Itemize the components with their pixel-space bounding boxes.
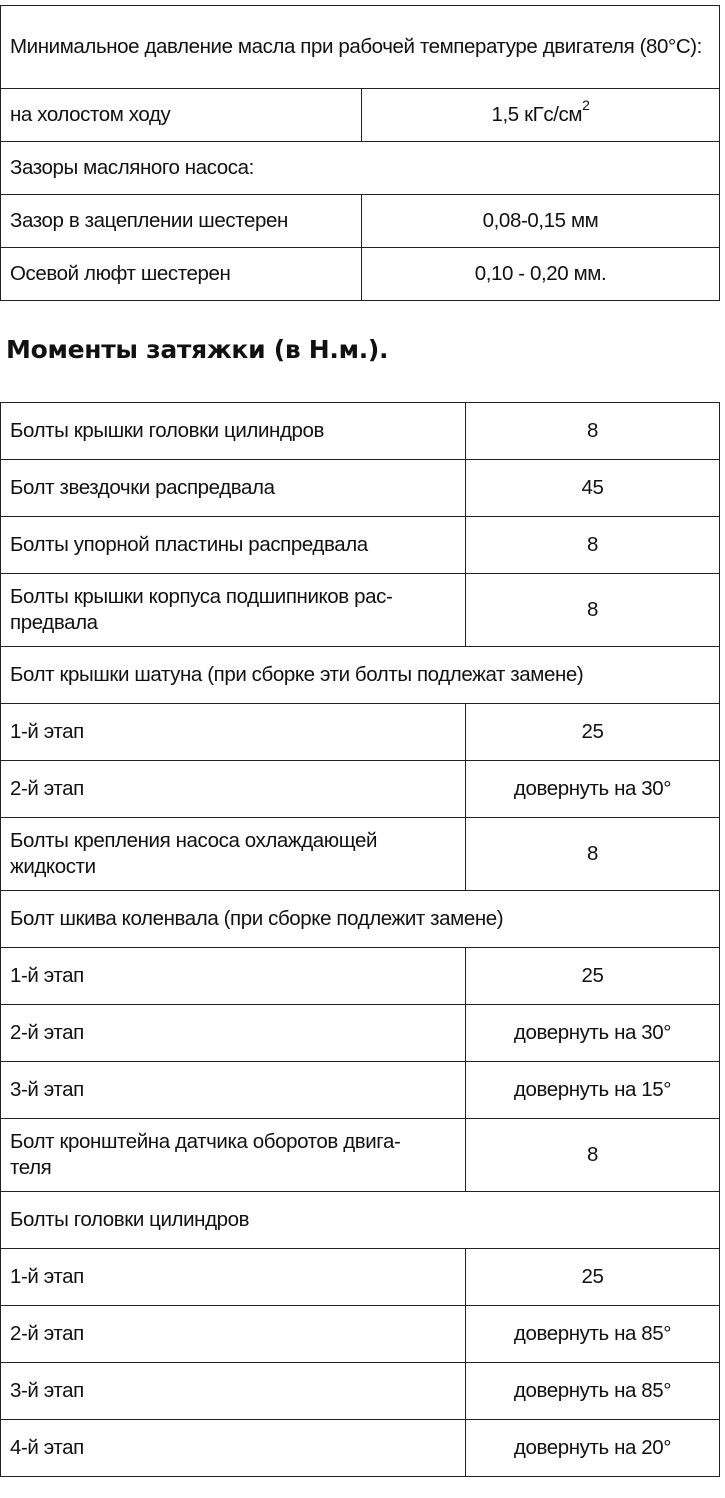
table-row (1, 647, 720, 704)
row-label: 1-й этап (1, 1249, 466, 1306)
row-value: довернуть на 20° (466, 1420, 720, 1477)
table-row (1, 517, 720, 574)
row-value: 0,10 - 0,20 мм. (362, 248, 720, 301)
idle-value: 1,5 кГс/см (491, 102, 583, 126)
row-value: 8 (466, 818, 720, 891)
row-label: Зазор в зацеплении шестерен (1, 195, 362, 248)
section-row-label: Болт крышки шатуна (при сборке эти болты подлежат замене) (1, 647, 720, 704)
row-label: 2-й этап (1, 1005, 466, 1062)
torque-table (0, 402, 720, 1477)
row-label: Осевой люфт шестерен (1, 248, 362, 301)
table-row (1, 704, 720, 761)
table-row (1, 1005, 720, 1062)
row-label: 3-й этап (1, 1363, 466, 1420)
section-row-label: Болты головки цилиндров (1, 1192, 720, 1249)
row-value: 8 (466, 574, 720, 647)
table-row (1, 142, 720, 195)
row-label: Болты упорной пластины распредвала (1, 517, 466, 574)
table-row (1, 1306, 720, 1363)
idle-value-exponent: 2 (582, 97, 590, 114)
section-row-label: Болт шкива коленвала (при сборке подлежит замене) (1, 891, 720, 948)
row-value: довернуть на 30° (466, 761, 720, 818)
row-value: 0,08-0,15 мм (362, 195, 720, 248)
table-row (1, 761, 720, 818)
row-label: 1-й этап (1, 948, 466, 1005)
table-row (1, 195, 720, 248)
row-label: 2-й этап (1, 1306, 466, 1363)
table-row (1, 574, 720, 647)
table-row (1, 1420, 720, 1477)
table-row (1, 460, 720, 517)
table-row (1, 403, 720, 460)
table-row (1, 6, 720, 89)
row-value: 8 (466, 403, 720, 460)
row-value: 25 (466, 948, 720, 1005)
min-oil-pressure-title: Минимальное давление масла при рабочей температуре двигателя (80°С): (1, 6, 720, 89)
idle-value-cell (362, 89, 720, 142)
table-row (1, 1119, 720, 1192)
row-label: 2-й этап (1, 761, 466, 818)
row-label: Болты крепления насоса охлаждающей жидкости (1, 818, 466, 891)
row-value: 8 (466, 517, 720, 574)
table-row (1, 891, 720, 948)
row-label: 4-й этап (1, 1420, 466, 1477)
row-value: 45 (466, 460, 720, 517)
row-label: Болты крышки корпуса подшипников рас- предвала (1, 574, 466, 647)
table-row (1, 1192, 720, 1249)
row-label: Болт кронштейна датчика оборотов двига- теля (1, 1119, 466, 1192)
row-label: 3-й этап (1, 1062, 466, 1119)
row-value: довернуть на 85° (466, 1306, 720, 1363)
row-value: 25 (466, 704, 720, 761)
row-value: довернуть на 30° (466, 1005, 720, 1062)
row-value: довернуть на 15° (466, 1062, 720, 1119)
table-row (1, 1062, 720, 1119)
row-label: 1-й этап (1, 704, 466, 761)
row-label: Болт звездочки распредвала (1, 460, 466, 517)
section-heading: Моменты затяжки (в Н.м.). (6, 335, 389, 364)
row-value: довернуть на 85° (466, 1363, 720, 1420)
row-value: 25 (466, 1249, 720, 1306)
table-row (1, 818, 720, 891)
table-row (1, 948, 720, 1005)
oil-pressure-table (0, 5, 720, 301)
row-label: Болты крышки головки цилиндров (1, 403, 466, 460)
row-value: 8 (466, 1119, 720, 1192)
table-row (1, 1249, 720, 1306)
idle-label: на холостом ходу (1, 89, 362, 142)
table-row (1, 89, 720, 142)
pump-clearances-section: Зазоры масляного насоса: (1, 142, 720, 195)
table-row (1, 248, 720, 301)
table-row (1, 1363, 720, 1420)
